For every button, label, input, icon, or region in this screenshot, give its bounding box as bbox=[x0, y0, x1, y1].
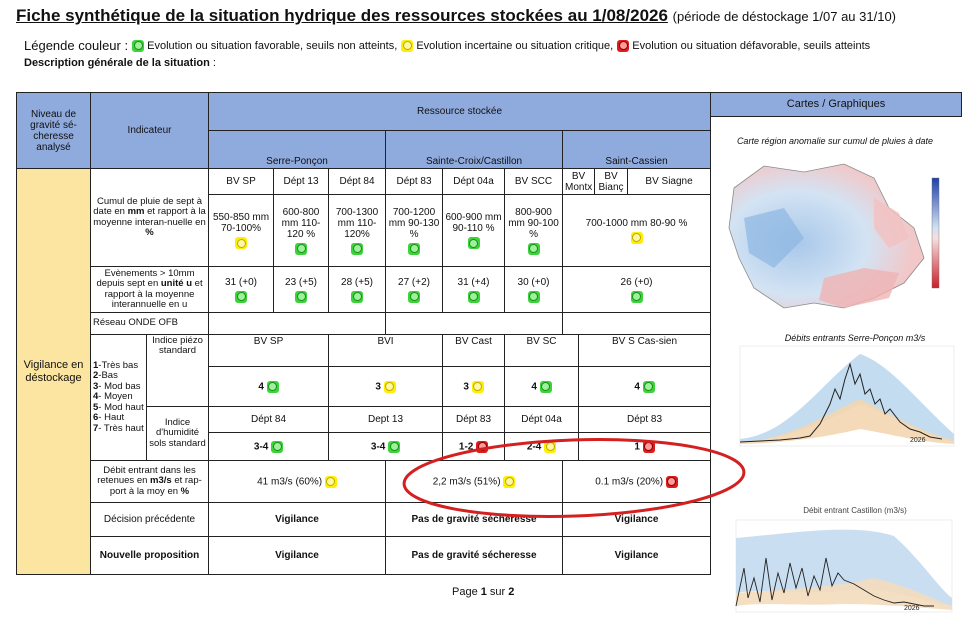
events-value bbox=[443, 267, 505, 313]
title-period: (période de déstockage 1/07 au 31/10) bbox=[672, 9, 897, 24]
rain-anomaly-map bbox=[724, 158, 964, 328]
scale-num: 7 bbox=[93, 422, 99, 434]
humid-col: Dépt 04a bbox=[505, 407, 579, 433]
yellow-status-icon bbox=[631, 232, 643, 244]
colorbar bbox=[932, 178, 939, 288]
legend-yellow bbox=[401, 40, 613, 52]
green-status-icon bbox=[388, 441, 400, 453]
green-status-icon bbox=[271, 441, 283, 453]
debit-sainte-text: 2,2 m3/s (51%) bbox=[432, 476, 501, 488]
scale-num: 3 bbox=[93, 380, 99, 392]
rain-value bbox=[329, 195, 386, 267]
indicator-humidity: Indice d'humidité sols standard bbox=[147, 407, 209, 461]
piezo-value-text: 4 bbox=[258, 381, 264, 393]
piezo-col: BVI bbox=[329, 335, 443, 367]
rain-value bbox=[274, 195, 329, 267]
scale-text: - Très haut bbox=[98, 422, 144, 434]
piezo-col: BV SP bbox=[209, 335, 329, 367]
level-scale bbox=[91, 335, 147, 461]
red-indicator-icon bbox=[617, 40, 629, 52]
humid-value-text: 2-4 bbox=[526, 441, 542, 453]
vigilance-level: Vigilance en déstockage bbox=[17, 169, 91, 575]
rain-col-dept04a: Dépt 04a bbox=[443, 169, 505, 195]
humid-value-text: 1 bbox=[634, 441, 640, 453]
rain-col-bv-bianc: BV Bianç bbox=[595, 169, 628, 195]
decision-cassien: Vigilance bbox=[563, 503, 711, 537]
piezo-value bbox=[329, 367, 443, 407]
green-status-icon bbox=[408, 243, 420, 255]
general-description bbox=[24, 57, 216, 69]
rain-col-dept13: Dépt 13 bbox=[274, 169, 329, 195]
events-value-cassien bbox=[563, 267, 711, 313]
page-mid: sur bbox=[486, 586, 509, 598]
debit-serre-text: 41 m3/s (60%) bbox=[257, 476, 323, 488]
red-annotation-ellipse bbox=[400, 434, 750, 522]
green-status-icon bbox=[235, 291, 247, 303]
scale-num: 5 bbox=[93, 401, 99, 413]
events-value bbox=[274, 267, 329, 313]
page-current: 1 bbox=[480, 586, 487, 598]
decision-serre: Vigilance bbox=[209, 503, 386, 537]
rain-text-c: et rapport à la moyenne interan-nuelle en bbox=[93, 206, 206, 228]
events-value-text: 30 (+0) bbox=[517, 276, 550, 288]
green-status-icon bbox=[408, 291, 420, 303]
proposal-serre: Vigilance bbox=[209, 537, 386, 575]
green-status-icon bbox=[540, 381, 552, 393]
humid-col: Dépt 83 bbox=[443, 407, 505, 433]
events-value bbox=[329, 267, 386, 313]
piezo-value bbox=[505, 367, 579, 407]
piezo-col: BV Cast bbox=[443, 335, 505, 367]
header-saint-cassien: Saint-Cassien bbox=[563, 131, 711, 169]
onde-serre bbox=[209, 313, 386, 335]
legend-label: Légende couleur : bbox=[24, 38, 129, 53]
legend-green-text: Evolution ou situation favorable, seuils non atteints, bbox=[147, 39, 398, 52]
header-sainte-croix: Sainte-Croix/Castillon bbox=[386, 131, 563, 169]
debit-text-b: m3/s bbox=[150, 475, 172, 487]
year-label: 2026 bbox=[904, 605, 920, 612]
header-ressource: Ressource stockée bbox=[209, 93, 711, 131]
rain-value-text: 700-1300 mm 110-120% bbox=[335, 206, 379, 240]
onde-sainte bbox=[386, 313, 563, 335]
events-value bbox=[386, 267, 443, 313]
scale-text: -Très bas bbox=[98, 359, 139, 371]
map-title: Carte région anomalie sur cumul de pluies à date bbox=[736, 136, 934, 146]
rain-value bbox=[209, 195, 274, 267]
indicator-piezo: Indice piézo standard bbox=[147, 335, 209, 407]
color-legend bbox=[24, 38, 874, 53]
humid-value-text: 3-4 bbox=[370, 441, 386, 453]
humid-value-text: 1-2 bbox=[458, 441, 474, 453]
indicator-events bbox=[91, 267, 209, 313]
events-value-text: 31 (+4) bbox=[457, 276, 490, 288]
events-value bbox=[209, 267, 274, 313]
scale-text: -Bas bbox=[98, 370, 118, 382]
header-serre-poncon: Serre-Ponçon bbox=[209, 131, 386, 169]
rain-text-d: % bbox=[145, 226, 154, 238]
yellow-status-icon bbox=[325, 476, 337, 488]
onde-cassien bbox=[563, 313, 711, 335]
rain-col-bv-siagne: BV Siagne bbox=[628, 169, 711, 195]
debit-cassien-text: 0.1 m3/s (20%) bbox=[595, 476, 664, 488]
events-text-c: et rapport à la moyenne interannuelle en u bbox=[104, 278, 203, 310]
page-total: 2 bbox=[508, 586, 515, 598]
green-status-icon bbox=[643, 381, 655, 393]
header-niveau: Niveau de gravité sé-cheresse analysé bbox=[17, 93, 91, 169]
decision-sainte: Pas de gravité sécheresse bbox=[386, 503, 563, 537]
legend-red-text: Evolution ou situation défavorable, seuils atteints bbox=[632, 39, 871, 52]
piezo-value-text: 3 bbox=[463, 381, 469, 393]
title-main: Fiche synthétique de la situation hydrique des ressources stockées au 1/08/2026 bbox=[16, 6, 668, 25]
events-value-text: 28 (+5) bbox=[341, 276, 373, 288]
scale-text: - Mod haut bbox=[98, 401, 144, 413]
rain-value bbox=[505, 195, 563, 267]
piezo-col: BV SC bbox=[505, 335, 579, 367]
green-status-icon bbox=[631, 291, 643, 303]
page-number bbox=[452, 586, 514, 598]
indicator-rain bbox=[91, 169, 209, 267]
humid-value-text: 3-4 bbox=[253, 441, 269, 453]
debit-serre bbox=[209, 461, 386, 503]
chart-serre-title: Débits entrants Serre-Ponçon m3/s bbox=[784, 333, 926, 343]
green-status-icon bbox=[351, 291, 363, 303]
rain-value-text: 800-900 mm 90-100 % bbox=[508, 206, 559, 240]
chart-serre-poncon bbox=[730, 344, 962, 456]
rain-value-text: 700-1000 mm 80-90 % bbox=[585, 217, 688, 229]
green-status-icon bbox=[468, 237, 480, 249]
scale-text: - Mod bas bbox=[98, 380, 141, 392]
proposal-cassien: Vigilance bbox=[563, 537, 711, 575]
rain-value-text: 700-1200 mm 90-130 % bbox=[388, 206, 440, 240]
debit-text-a: Débit entrant dans les retenues en bbox=[97, 464, 196, 487]
green-status-icon bbox=[528, 243, 540, 255]
piezo-value bbox=[209, 367, 329, 407]
legend-green bbox=[132, 40, 397, 52]
humid-col: Dépt 83 bbox=[579, 407, 711, 433]
green-status-icon bbox=[468, 291, 480, 303]
events-value-text: 27 (+2) bbox=[398, 276, 430, 288]
header-indicateur: Indicateur bbox=[91, 93, 209, 169]
events-value bbox=[505, 267, 563, 313]
chart-castillon-title: Débit entrant Castillon (m3/s) bbox=[803, 506, 907, 515]
decision-label: Décision précédente bbox=[91, 503, 209, 537]
events-text-b: unité u bbox=[160, 278, 193, 290]
rain-col-bv-scc: BV SCC bbox=[505, 169, 563, 195]
page-prefix: Page bbox=[452, 586, 481, 598]
yellow-status-icon bbox=[384, 381, 396, 393]
events-value-text: 23 (+5) bbox=[285, 276, 317, 288]
chart-castillon bbox=[724, 518, 964, 622]
green-status-icon bbox=[528, 291, 540, 303]
piezo-value-text: 4 bbox=[531, 381, 537, 393]
scale-num: 2 bbox=[93, 370, 99, 382]
legend-yellow-text: Evolution incertaine ou situation critique, bbox=[416, 39, 614, 52]
green-status-icon bbox=[295, 291, 307, 303]
debit-text-d: % bbox=[180, 485, 190, 497]
description-label: Description générale de la situation bbox=[24, 57, 210, 69]
legend-red bbox=[617, 40, 870, 52]
green-status-icon bbox=[295, 243, 307, 255]
scale-num: 1 bbox=[93, 359, 99, 371]
rain-col-dept84: Dépt 84 bbox=[329, 169, 386, 195]
rain-col-bv-sp: BV SP bbox=[209, 169, 274, 195]
page-title bbox=[16, 6, 896, 26]
piezo-value bbox=[579, 367, 711, 407]
green-indicator-icon bbox=[132, 40, 144, 52]
rain-col-bv-montx: BV Montx bbox=[563, 169, 595, 195]
scale-text: - Haut bbox=[98, 412, 125, 424]
header-cartes: Cartes / Graphiques bbox=[710, 92, 962, 117]
scale-num: 6 bbox=[93, 412, 99, 424]
piezo-col: BV S Cas-sien bbox=[579, 335, 711, 367]
scale-text: - Moyen bbox=[98, 391, 133, 403]
events-value-text: 26 (+0) bbox=[620, 276, 653, 288]
description-suffix: : bbox=[209, 57, 216, 69]
rain-value-text: 550-850 mm 70-100% bbox=[212, 212, 270, 234]
rain-value-cassien bbox=[563, 195, 711, 267]
humid-col: Dept 13 bbox=[329, 407, 443, 433]
rain-value bbox=[386, 195, 443, 267]
indicator-onde: Réseau ONDE OFB bbox=[91, 313, 209, 335]
scale-num: 4 bbox=[93, 391, 99, 403]
proposal-label: Nouvelle proposition bbox=[91, 537, 209, 575]
rain-text-a: Cumul de pluie de sept à date en bbox=[93, 195, 203, 218]
proposal-sainte: Pas de gravité sécheresse bbox=[386, 537, 563, 575]
yellow-status-icon bbox=[235, 237, 247, 249]
year-label: 2026 bbox=[910, 437, 926, 444]
debit-text-c: et rap-port à la moy en bbox=[109, 475, 202, 497]
humid-col: Dépt 84 bbox=[209, 407, 329, 433]
humid-value bbox=[209, 433, 329, 461]
rain-text-b: mm bbox=[127, 206, 145, 218]
rain-col-dept83: Dépt 83 bbox=[386, 169, 443, 195]
green-status-icon bbox=[267, 381, 279, 393]
piezo-value-text: 3 bbox=[375, 381, 381, 393]
green-status-icon bbox=[351, 243, 363, 255]
rain-value-text: 600-800 mm 110-120 % bbox=[281, 206, 321, 240]
rain-value-text: 600-900 mm 90-110 % bbox=[445, 212, 502, 234]
yellow-status-icon bbox=[472, 381, 484, 393]
piezo-value-text: 4 bbox=[634, 381, 640, 393]
events-text-a: Evènements > 10mm depuis sept en bbox=[96, 267, 195, 290]
rain-value bbox=[443, 195, 505, 267]
indicator-debit bbox=[91, 461, 209, 503]
yellow-indicator-icon bbox=[401, 40, 413, 52]
events-value-text: 31 (+0) bbox=[225, 276, 257, 288]
piezo-value bbox=[443, 367, 505, 407]
